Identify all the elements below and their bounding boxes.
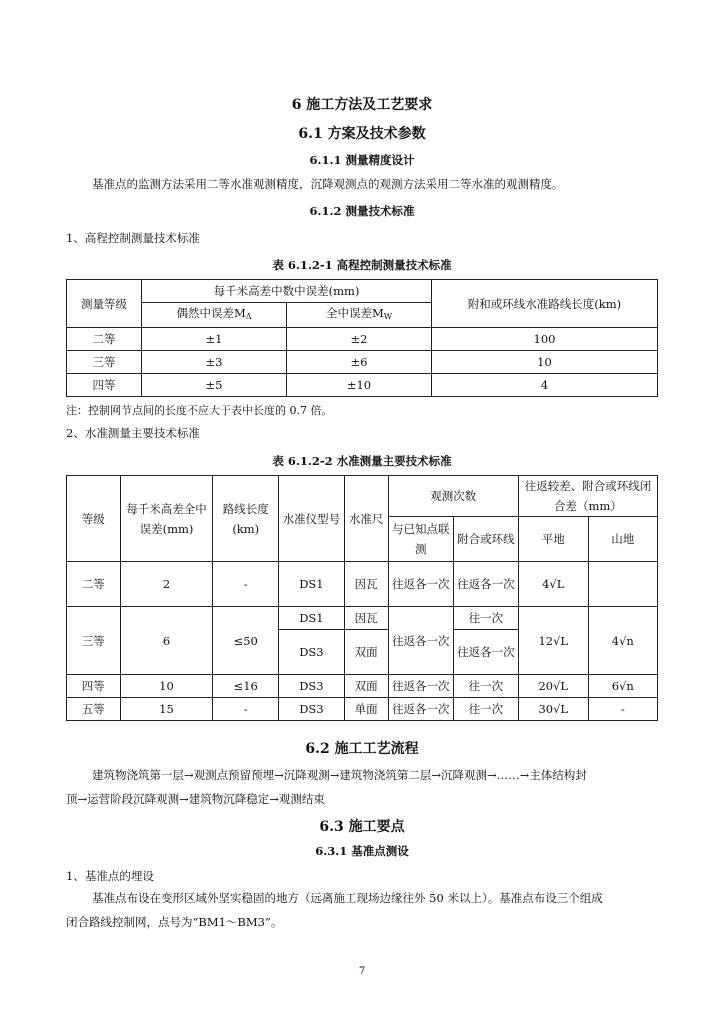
table-row <box>67 328 658 351</box>
th-obs-known: 与已知点联测 <box>388 517 453 562</box>
th-rod: 水准尺 <box>344 476 388 562</box>
th-error: 每千米高差中数中误差(mm) <box>142 280 432 303</box>
table-row <box>67 607 658 630</box>
paragraph-6-1-1: 基准点的监测方法采用二等水准观测精度，沉降观测点的观测方法采用二等水准的观测精度。 <box>92 177 564 191</box>
cell-rod: 单面 <box>344 698 388 721</box>
list-item-3: 1、基准点的埋设 <box>66 869 154 883</box>
cell-flat: 12√L <box>518 607 588 675</box>
th-obs-loop: 附合或环线 <box>453 517 518 562</box>
cell-grade: 四等 <box>67 374 142 397</box>
table-row <box>67 562 658 607</box>
cell-grade: 三等 <box>67 351 142 374</box>
table2-caption: 表 6.1.2-2 水准测量主要技术标准 <box>272 454 452 468</box>
th-error: 每千米高差全中误差(mm) <box>120 476 213 562</box>
table-elevation-control <box>66 279 658 397</box>
cell-route: ≤16 <box>213 675 279 698</box>
cell-obs-known: 往返各一次 <box>388 562 453 607</box>
cell-obs-loop: 往一次 <box>453 607 518 630</box>
section-heading-6-1: 6.1 方案及技术参数 <box>298 126 426 142</box>
cell-total: ±10 <box>287 374 432 397</box>
cell-rod: 双面 <box>344 630 388 675</box>
cell-grade: 二等 <box>67 562 121 607</box>
paragraph-6-2-line2: 顶→运营阶段沉降观测→建筑物沉降稳定→观测结束 <box>66 792 325 806</box>
cell-accidental: ±5 <box>142 374 287 397</box>
table-row <box>67 698 658 721</box>
paragraph-6-3-line1: 基准点布设在变形区域外坚实稳固的地方（远离施工现场边缘往外 50 米以上）。基准点布设三个组成 <box>92 891 603 905</box>
cell-error: 6 <box>120 607 213 675</box>
cell-grade: 二等 <box>67 328 142 351</box>
cell-length: 10 <box>432 351 658 374</box>
table-leveling-standards <box>66 475 658 721</box>
cell-obs-loop: 往一次 <box>453 698 518 721</box>
th-mountain: 山地 <box>588 517 657 562</box>
cell-length: 4 <box>432 374 658 397</box>
cell-accidental: ±1 <box>142 328 287 351</box>
cell-mountain <box>588 562 657 607</box>
subsection-heading-6-1-1: 6.1.1 测量精度设计 <box>309 153 415 167</box>
paragraph-6-2-line1: 建筑物浇筑第一层→观测点预留预埋→沉降观测→建筑物浇筑第二层→沉降观测→……→主体结构封 <box>92 768 587 782</box>
cell-obs-known: 往返各一次 <box>388 698 453 721</box>
cell-mountain: 4√n <box>588 607 657 675</box>
cell-grade: 四等 <box>67 675 121 698</box>
table-row <box>67 351 658 374</box>
cell-route: - <box>213 698 279 721</box>
paragraph-6-3-line2: 闭合路线控制网，点号为“BM1～BM3”。 <box>66 915 283 929</box>
cell-flat: 20√L <box>518 675 588 698</box>
subsection-heading-6-1-2: 6.1.2 测量技术标准 <box>309 204 415 218</box>
th-closure: 往返较差、附合或环线闭合差（mm） <box>518 476 657 517</box>
table-row <box>67 374 658 397</box>
table1-caption: 表 6.1.2-1 高程控制测量技术标准 <box>272 258 452 272</box>
cell-obs-loop: 往返各一次 <box>453 630 518 675</box>
cell-obs-known: 往返各一次 <box>388 675 453 698</box>
cell-accidental: ±3 <box>142 351 287 374</box>
cell-flat: 30√L <box>518 698 588 721</box>
cell-mountain: 6√n <box>588 675 657 698</box>
cell-obs-known: 往返各一次 <box>388 607 453 675</box>
table-row <box>67 675 658 698</box>
list-item-1: 1、高程控制测量技术标准 <box>66 231 200 245</box>
cell-grade: 三等 <box>67 607 121 675</box>
cell-total: ±2 <box>287 328 432 351</box>
page-number: 7 <box>358 966 366 977</box>
cell-obs-loop: 往返各一次 <box>453 562 518 607</box>
cell-flat: 4√L <box>518 562 588 607</box>
cell-obs-loop: 往一次 <box>453 675 518 698</box>
th-route: 路线长度(km) <box>213 476 279 562</box>
th-instrument: 水准仪型号 <box>279 476 345 562</box>
cell-route: - <box>213 562 279 607</box>
cell-instrument: DS1 <box>279 607 345 630</box>
th-obs: 观测次数 <box>388 476 518 517</box>
cell-length: 100 <box>432 328 658 351</box>
chapter-heading: 6 施工方法及工艺要求 <box>291 97 433 113</box>
cell-rod: 因瓦 <box>344 607 388 630</box>
cell-instrument: DS3 <box>279 630 345 675</box>
cell-rod: 因瓦 <box>344 562 388 607</box>
cell-rod: 双面 <box>344 675 388 698</box>
th-length: 附和或环线水准路线长度(km) <box>432 280 658 328</box>
cell-total: ±6 <box>287 351 432 374</box>
th-accidental: 偶然中误差$M_\Delta$ <box>142 303 287 328</box>
cell-error: 15 <box>120 698 213 721</box>
th-total: 全中误差$M_W$ <box>287 303 432 328</box>
th-grade: 测量等级 <box>67 280 142 328</box>
list-item-2: 2、水准测量主要技术标准 <box>66 426 200 440</box>
table1-note: 注：控制网节点间的长度不应大于表中长度的 0.7 倍。 <box>66 404 333 417</box>
cell-instrument: DS3 <box>279 675 345 698</box>
section-heading-6-2: 6.2 施工工艺流程 <box>305 741 419 757</box>
cell-route: ≤50 <box>213 607 279 675</box>
cell-error: 10 <box>120 675 213 698</box>
cell-mountain: - <box>588 698 657 721</box>
cell-instrument: DS1 <box>279 562 345 607</box>
th-flat: 平地 <box>518 517 588 562</box>
cell-error: 2 <box>120 562 213 607</box>
subsection-heading-6-3-1: 6.3.1 基准点测设 <box>315 844 409 858</box>
cell-instrument: DS3 <box>279 698 345 721</box>
cell-grade: 五等 <box>67 698 121 721</box>
th-grade: 等级 <box>67 476 121 562</box>
section-heading-6-3: 6.3 施工要点 <box>319 819 405 835</box>
